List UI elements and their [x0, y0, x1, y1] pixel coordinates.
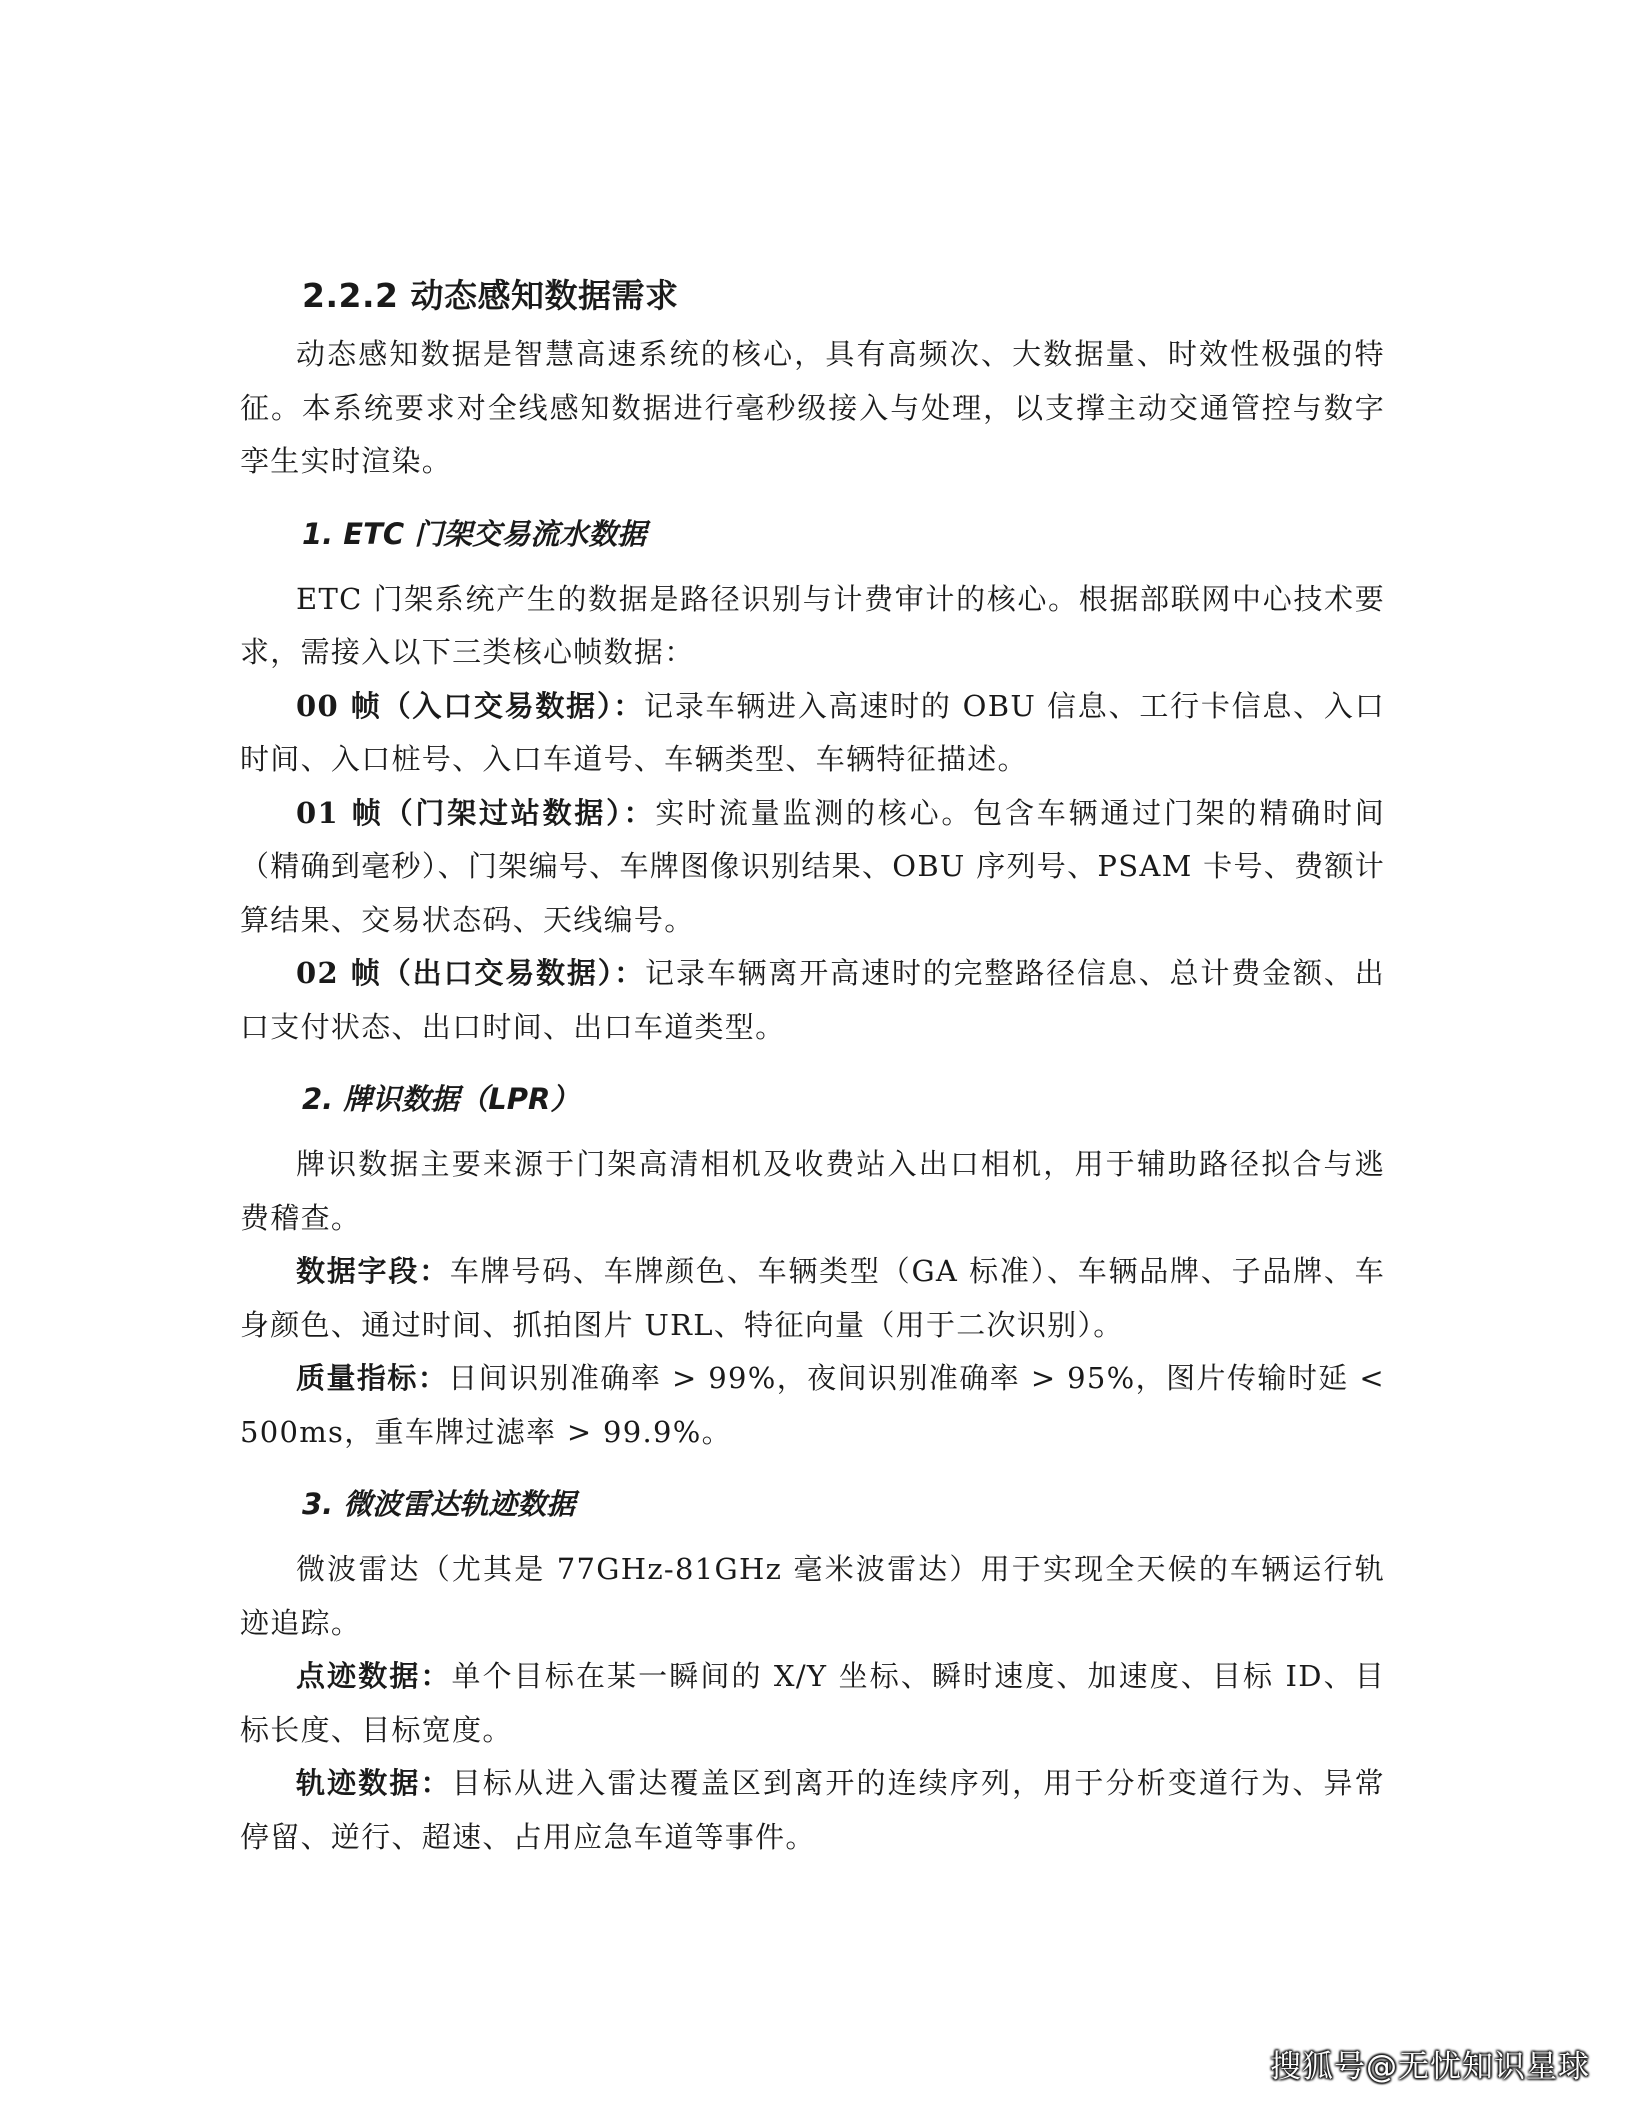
etc-intro: ETC 门架系统产生的数据是路径识别与计费审计的核心。根据部联网中心技术要求，需接入以下三类核心帧数据：	[240, 581, 1385, 669]
radar-intro: 微波雷达（尤其是 77GHz-81GHz 毫米波雷达）用于实现全天候的车辆运行轨迹追踪。	[240, 1552, 1385, 1640]
radar-tracks-text: 目标从进入雷达覆盖区到离开的连续序列，用于分析变道行为、异常停留、逆行、超速、占用应急车道等事件。	[240, 1766, 1385, 1854]
lpr-quality	[240, 1352, 1385, 1459]
lpr-quality-label: 质量指标：	[296, 1361, 449, 1395]
section-intro: 动态感知数据是智慧高速系统的核心，具有高频次、大数据量、时效性极强的特征。本系统要求对全线感知数据进行毫秒级接入与处理，以支撑主动交通管控与数字孪生实时渲染。	[240, 337, 1385, 478]
frame-label: 01 帧（门架过站数据）：	[296, 795, 656, 830]
etc-frame-00	[240, 680, 1385, 787]
radar-points	[240, 1650, 1385, 1757]
radar-tracks	[240, 1757, 1385, 1864]
lpr-fields	[240, 1245, 1385, 1352]
frame-text: 实时流量监测的核心。包含车辆通过门架的精确时间（精确到毫秒）、门架编号、车牌图像识别结果、OBU 序列号、PSAM 卡号、费额计算结果、交易状态码、天线编号。	[240, 795, 1385, 937]
radar-points-label: 点迹数据：	[296, 1659, 452, 1693]
frame-text: 记录车辆离开高速时的完整路径信息、总计费金额、出口支付状态、出口时间、出口车道类型。	[240, 956, 1385, 1044]
radar-tracks-label: 轨迹数据：	[296, 1766, 452, 1800]
radar-points-text: 单个目标在某一瞬间的 X/Y 坐标、瞬时速度、加速度、目标 ID、目标长度、目标宽度。	[240, 1659, 1385, 1747]
lpr-fields-label: 数据字段：	[296, 1254, 450, 1288]
radar-heading: 3. 微波雷达轨迹数据	[302, 1487, 576, 1521]
document-page	[240, 270, 1385, 1864]
frame-label: 00 帧（入口交易数据）：	[296, 688, 644, 723]
frame-text: 记录车辆进入高速时的 OBU 信息、工行卡信息、入口时间、入口桩号、入口车道号、车辆类型、车辆特征描述。	[240, 688, 1385, 776]
lpr-intro: 牌识数据主要来源于门架高清相机及收费站入出口相机，用于辅助路径拟合与逃费稽查。	[240, 1147, 1385, 1235]
frame-label: 02 帧（出口交易数据）：	[296, 956, 645, 990]
etc-frame-02	[240, 947, 1385, 1054]
lpr-fields-text: 车牌号码、车牌颜色、车辆类型（GA 标准）、车辆品牌、子品牌、车身颜色、通过时间、抓拍图片 URL、特征向量（用于二次识别）。	[240, 1254, 1385, 1342]
lpr-quality-text: 日间识别准确率 > 99%，夜间识别准确率 > 95%，图片传输时延 < 500ms，重车牌过滤率 > 99.9%。	[240, 1361, 1385, 1449]
watermark: 搜狐号@无忧知识星球	[1270, 2049, 1590, 2085]
etc-frame-01	[240, 787, 1385, 948]
lpr-heading: 2. 牌识数据（LPR）	[302, 1082, 580, 1116]
section-title: 2.2.2 动态感知数据需求	[302, 276, 679, 315]
etc-heading: 1. ETC 门架交易流水数据	[302, 516, 647, 551]
